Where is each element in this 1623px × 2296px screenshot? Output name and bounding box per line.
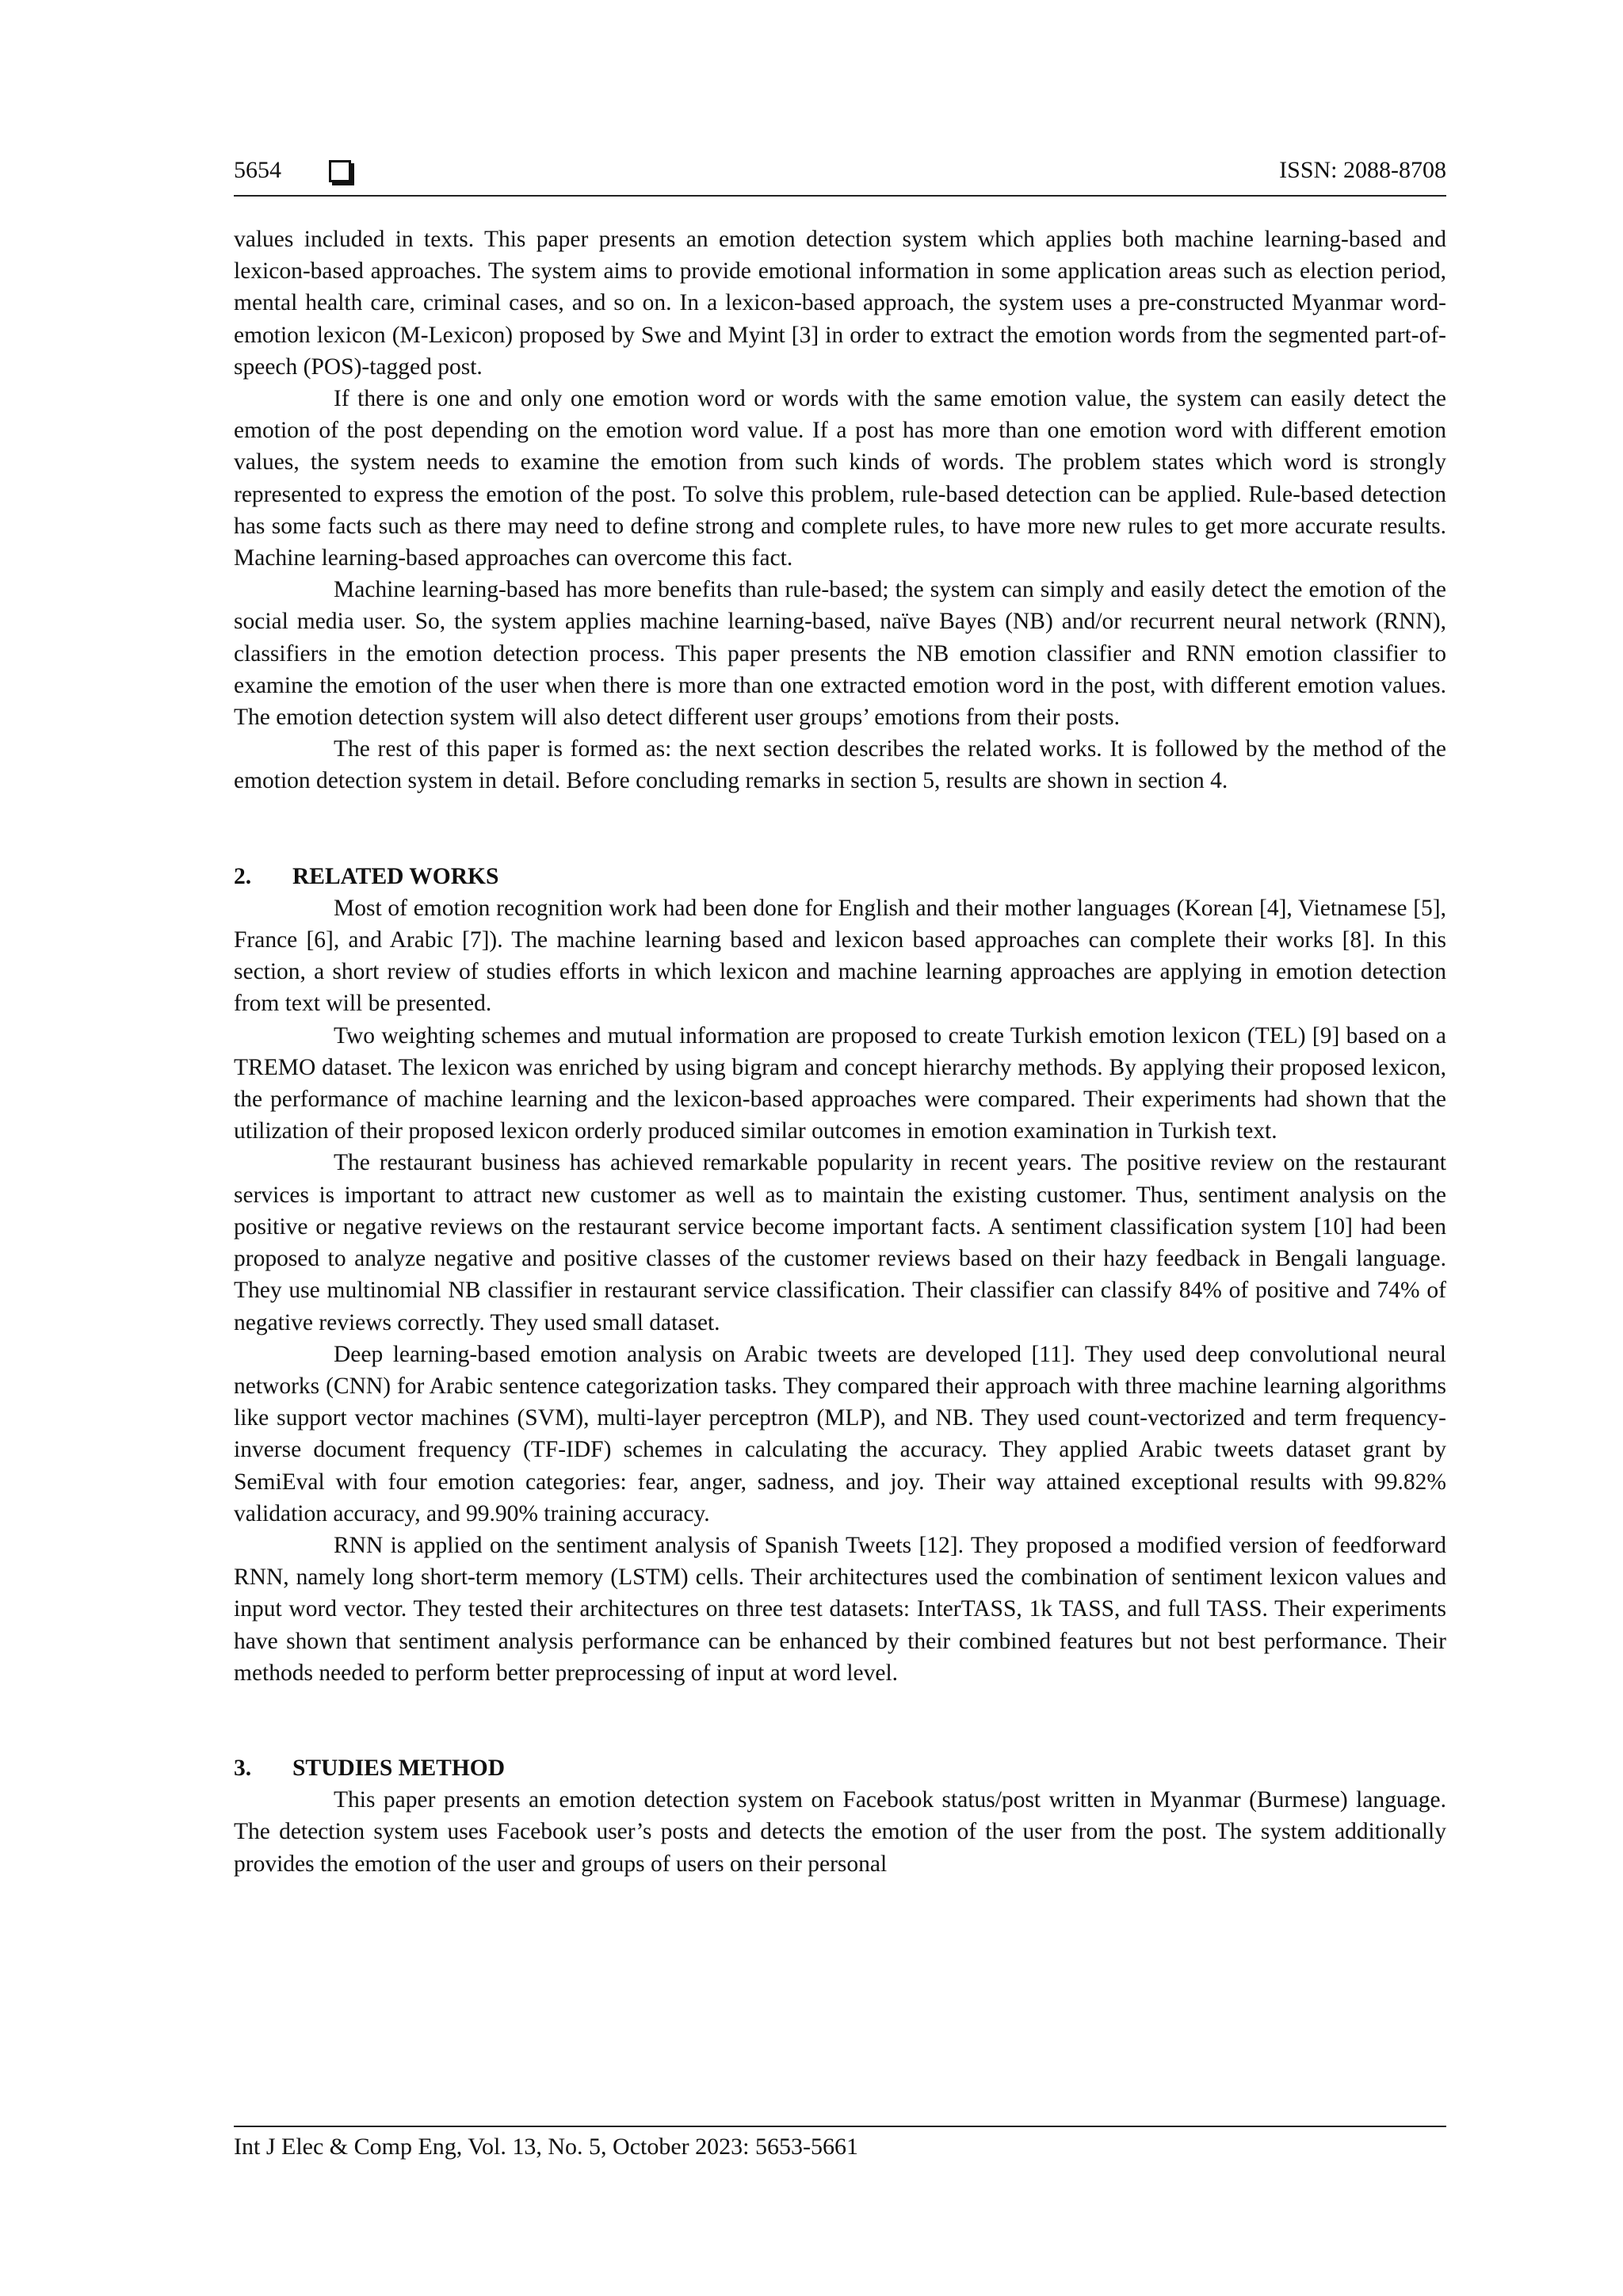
article-body [234, 223, 1446, 1880]
body-paragraph: If there is one and only one emotion word or words with the same emotion value, the system can easily detect the emotion of the post depending on the emotion word value. If a post has more than one emotion word with different emotion values, the system needs to examine the emotion from such kinds of words. The problem states which word is strongly represented to express the emotion of the post. To solve this problem, rule-based detection can be applied. Rule-based detection has some facts such as there may need to define strong and complete rules, to have more new rules to get more accurate results. Machine learning-based approaches can overcome this fact. [234, 386, 1446, 571]
body-paragraph: The rest of this paper is formed as: the next section describes the related works. It is followed by the method of the emotion detection system in detail. Before concluding remarks in section 5, results are shown in section 4. [234, 736, 1446, 794]
section-title: RELATED WORKS [292, 863, 499, 889]
body-paragraph: This paper presents an emotion detection system on Facebook status/post written in Myanmar (Burmese) language. The detection system uses Facebook user’s posts and detects the emotion of the user from the post. The system additionally provides the emotion of the user and groups of users on their personal [234, 1787, 1446, 1877]
body-paragraph: RNN is applied on the sentiment analysis of Spanish Tweets [12]. They proposed a modified version of feedforward RNN, namely long short-term memory (LSTM) cells. Their architectures used the combination of sentiment lexicon values and input word vector. They tested their architectures on three test datasets: InterTASS, 1k TASS, and full TASS. Their experiments have shown that sentiment analysis performance can be enhanced by their combined features but not best performance. Their methods needed to perform better preprocessing of input at word level. [234, 1532, 1446, 1686]
body-paragraph: Deep learning-based emotion analysis on Arabic tweets are developed [11]. They used deep convolutional neural networks (CNN) for Arabic sentence categorization tasks. They compared their approach with three machine learning algorithms like support vector machines (SVM), multi-layer perceptron (MLP), and NB. They used count-vectorized and term frequency-inverse document frequency (TF-IDF) schemes in calculating the accuracy. They applied Arabic tweets dataset grant by SemiEval with four emotion categories: fear, anger, sadness, and joy. Their way attained exceptional results with 99.82% validation accuracy, and 99.90% training accuracy. [234, 1341, 1446, 1526]
section-spacer [234, 797, 1446, 861]
section-heading-related-works [234, 861, 1446, 892]
square-box-icon [329, 160, 351, 182]
body-paragraph: values included in texts. This paper presents an emotion detection system which applies both machine learning-based and lexicon-based approaches. The system aims to provide emotional information in some application areas such as election period, mental health care, criminal cases, and so on. In a lexicon-based approach, the system uses a pre-constructed Myanmar word-emotion lexicon (M-Lexicon) proposed by Swe and Myint [3] in order to extract the emotion words from the segmented part-of-speech (POS)-tagged post. [234, 227, 1446, 380]
section-title: STUDIES METHOD [292, 1755, 506, 1781]
body-paragraph: Machine learning-based has more benefits than rule-based; the system can simply and easily detect the emotion of the social media user. So, the system applies machine learning-based, naïve Bayes (NB) and/or recurrent neural network (RNN), classifiers in the emotion detection process. This paper presents the NB emotion classifier and RNN emotion classifier to examine the emotion of the user when there is more than one extracted emotion word in the post, with different emotion values. The emotion detection system will also detect different user groups’ emotions from their posts. [234, 577, 1446, 731]
section-spacer [234, 1689, 1446, 1752]
journal-citation: Int J Elec & Comp Eng, Vol. 13, No. 5, October 2023: 5653-5661 [234, 2134, 858, 2160]
page-footer [234, 2126, 1446, 2160]
body-paragraph: The restaurant business has achieved remarkable popularity in recent years. The positive review on the restaurant services is important to attract new customer as well as to maintain the existing customer. Thus, sentiment analysis on the positive or negative reviews on the restaurant service become important facts. A sentiment classification system [10] had been proposed to analyze negative and positive classes of the customer reviews based on their hazy feedback in Bengali language. They use multinomial NB classifier in restaurant service classification. Their classifier can classify 84% of positive and 74% of negative reviews correctly. They used small dataset. [234, 1150, 1446, 1335]
paper-page [234, 0, 1446, 2296]
issn-label: ISSN: 2088-8708 [1279, 157, 1446, 183]
page-header [234, 155, 1446, 197]
section-heading-studies-method [234, 1752, 1446, 1784]
body-paragraph: Most of emotion recognition work had been done for English and their mother languages (Korean [4], Vietnamese [5], France [6], and Arabic [7]). The machine learning based and lexicon based approaches can complete their works [8]. In this section, a short review of studies efforts in which lexicon and machine learning approaches are applying in emotion detection from text will be presented. [234, 895, 1446, 1017]
section-number: 2. [234, 863, 252, 889]
section-number: 3. [234, 1755, 252, 1781]
page-number: 5654 [234, 157, 281, 183]
body-paragraph: Two weighting schemes and mutual information are proposed to create Turkish emotion lexicon (TEL) [9] based on a TREMO dataset. The lexicon was enriched by using bigram and concept hierarchy methods. By applying their proposed lexicon, the performance of machine learning and the lexicon-based approaches were compared. Their experiments had shown that the utilization of their proposed lexicon orderly produced similar outcomes in emotion examination in Turkish text. [234, 1022, 1446, 1144]
